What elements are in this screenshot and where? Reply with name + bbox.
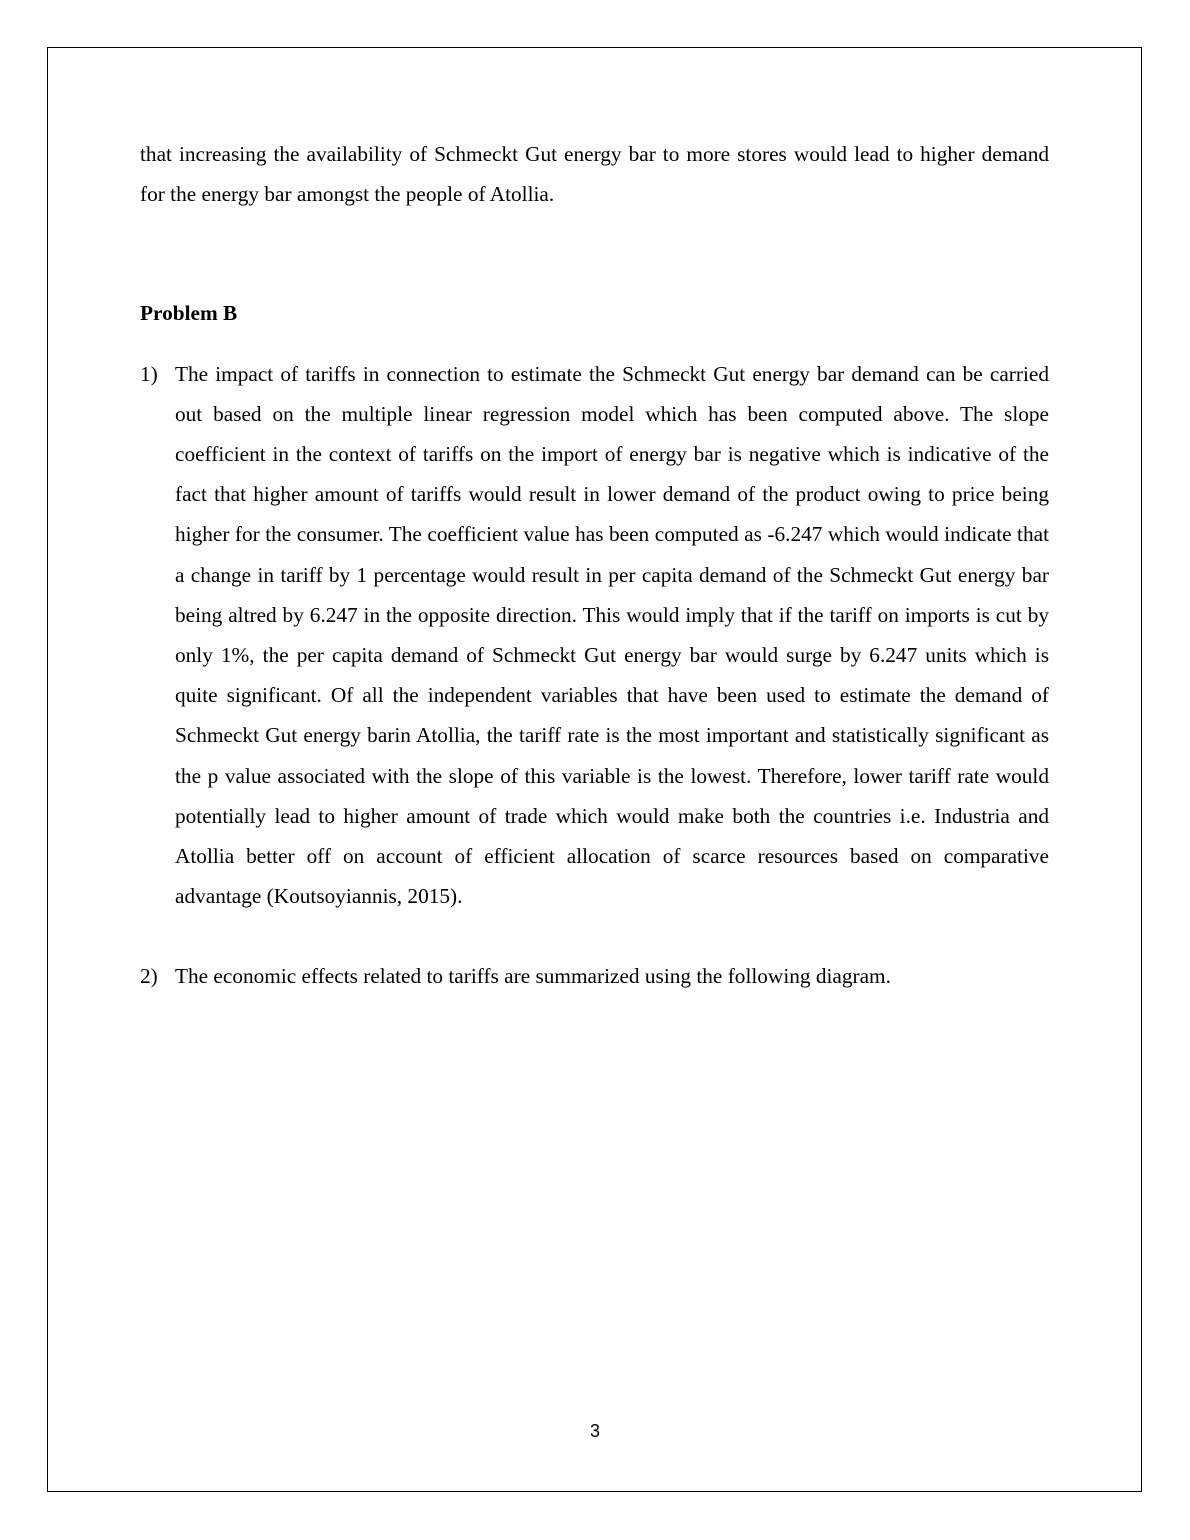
list-item-number: 2): [140, 964, 158, 989]
list-item-text: The impact of tariffs in connection to estimate the Schmeckt Gut energy bar demand can be carried out based on the multiple linear regression model which has been computed above. The slope coefficient in the context of tariffs on the import of energy bar is negative which is indicative of the fact that higher amount of tariffs would result in lower demand of the product owing to price being higher for the consumer. The coefficient value has been computed as -6.247 which would indicate that a change in tariff by 1 percentage would result in per capita demand of the Schmeckt Gut energy bar being altred by 6.247 in the opposite direction. This would imply that if the tariff on imports is cut by only 1%, the per capita demand of Schmeckt Gut energy bar would surge by 6.247 units which is quite significant. Of all the independent variables that have been used to estimate the demand of Schmeckt Gut energy barin Atollia, the tariff rate is the most important and statistically significant as the p value associated with the slope of this variable is the lowest. Therefore, lower tariff rate would potentially lead to higher amount of trade which would make both the countries i.e. Industria and Atollia better off on account of efficient allocation of scarce resources based on comparative advantage (Koutsoyiannis, 2015).: [175, 361, 1049, 909]
page-number: 3: [589, 1421, 600, 1441]
list-item: [140, 956, 1049, 996]
continuation-paragraph: that increasing the availability of Schmeckt Gut energy bar to more stores would lead to higher demand for the energy bar amongst the people of Atollia.: [140, 142, 1049, 207]
section-heading: Problem B: [140, 301, 238, 326]
document-body: [140, 134, 1049, 997]
list-item-number: 1): [140, 361, 158, 386]
list-item-text: The economic effects related to tariffs are summarized using the following diagram.: [175, 964, 891, 989]
list-item: [140, 354, 1049, 917]
